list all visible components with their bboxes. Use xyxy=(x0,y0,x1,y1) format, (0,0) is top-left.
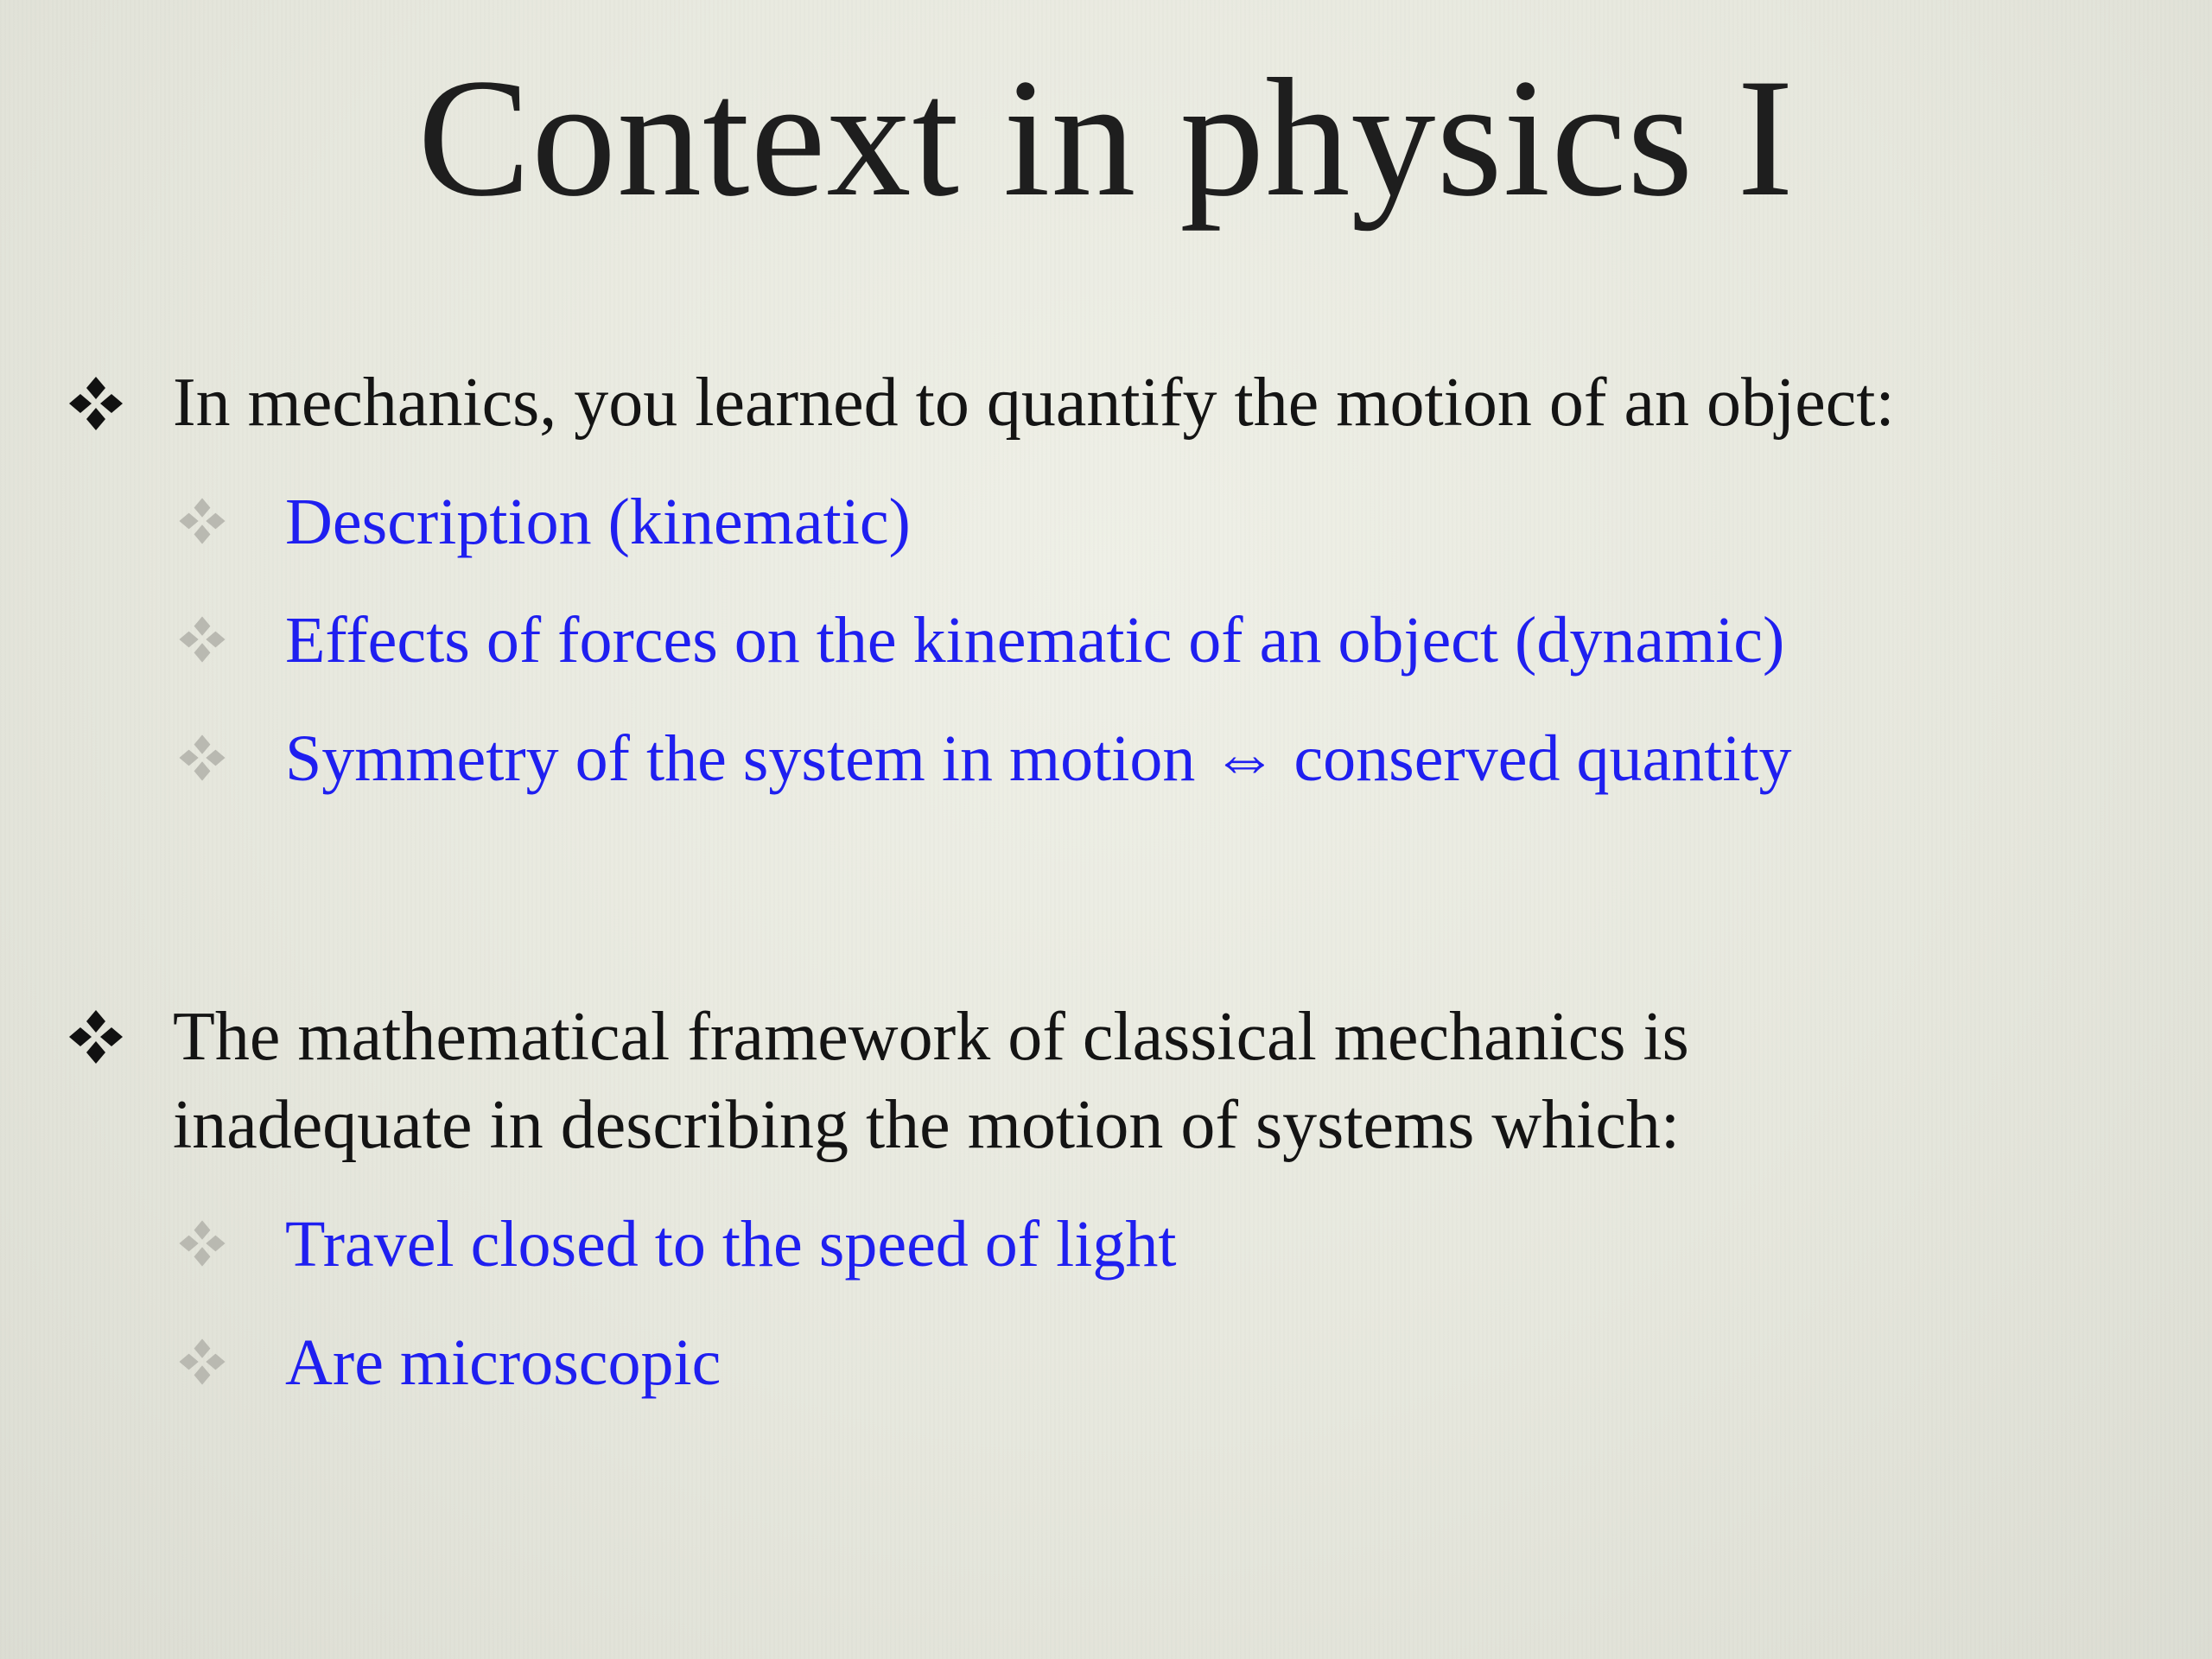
bullet-framework-line1: The mathematical framework of classical mechanics is xyxy=(173,999,1689,1075)
sub-bullet-description: Description (kinematic) xyxy=(285,486,911,558)
four-diamond-bullet-icon xyxy=(66,373,126,434)
sub-bullet-speed-of-light: Travel closed to the speed of light xyxy=(285,1208,1177,1281)
four-diamond-bullet-icon xyxy=(176,1217,228,1269)
four-diamond-bullet-icon xyxy=(176,495,228,547)
bullet-framework-line2-box xyxy=(173,1080,2160,1170)
sub-bullet-forces: Effects of forces on the kinematic of an object (dynamic) xyxy=(285,604,1785,677)
bullet-framework-line2: inadequate in describing the motion of systems which: xyxy=(173,1087,1681,1163)
bullet-mechanics-text: In mechanics, you learned to quantify the motion of an object: xyxy=(173,365,1895,441)
sub-bullet-microscopic: Are microscopic xyxy=(285,1326,721,1399)
slide-title: Context in physics I xyxy=(417,44,1795,232)
bullet-mechanics xyxy=(173,358,2195,448)
four-diamond-bullet-icon xyxy=(176,732,228,784)
bullet-framework-line1-box xyxy=(173,992,2160,1082)
four-diamond-bullet-icon xyxy=(66,1007,126,1067)
sub-bullet-symmetry: Symmetry of the system in motion ⇔ conserved quantity xyxy=(285,722,1792,795)
four-diamond-bullet-icon xyxy=(176,1336,228,1388)
four-diamond-bullet-icon xyxy=(176,613,228,665)
